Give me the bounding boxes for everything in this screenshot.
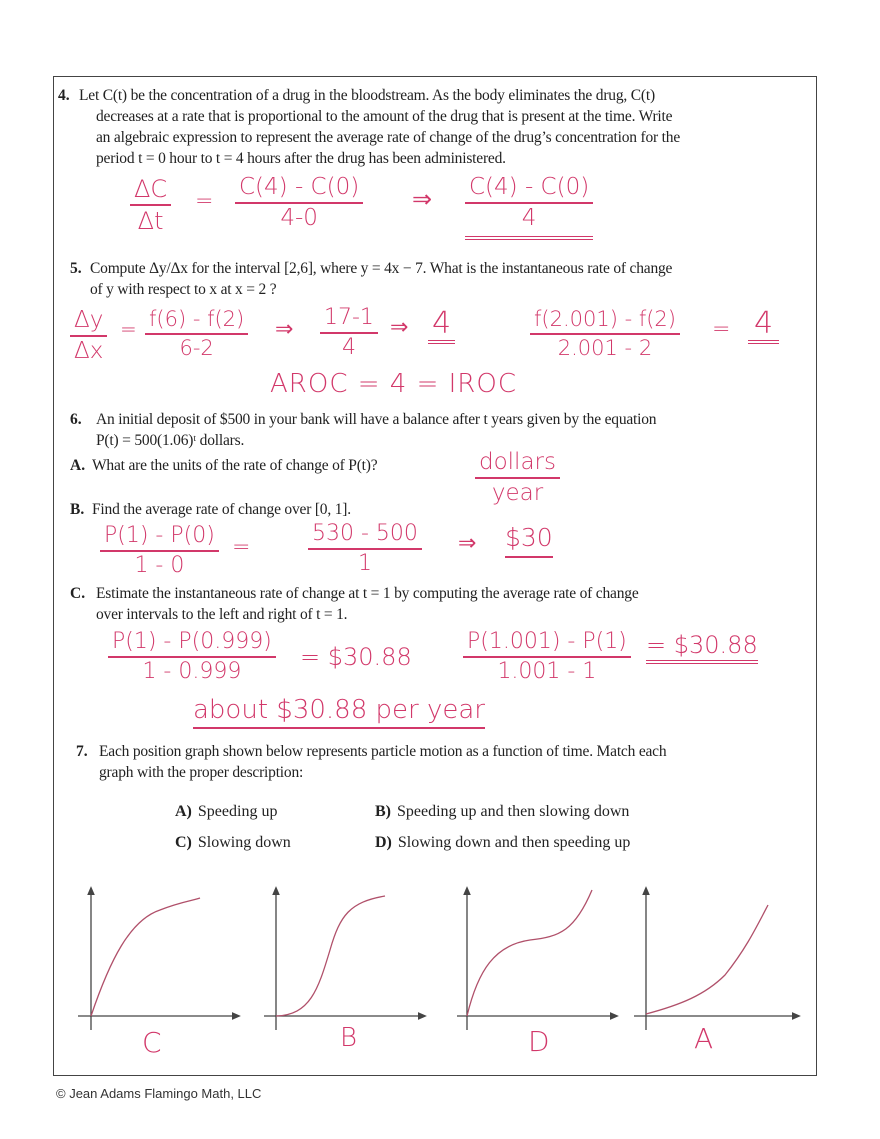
numerator: dollars (475, 450, 560, 479)
graph-slowing-down-then-speeding-up (457, 890, 615, 1030)
implies-arrow: ⇒ (275, 317, 294, 342)
denominator: 4 (341, 335, 356, 361)
q6c-right-answer: = $30.88 (646, 632, 758, 664)
q4-line: Let C(t) be the concentration of a drug in the bloodstream. As the body eliminates the drug, C(t) (79, 87, 655, 104)
graph-slowing-down (78, 890, 237, 1030)
q5-aroc-answer: 4 (428, 307, 455, 344)
q6c-summary: about $30.88 per year (193, 696, 485, 729)
copyright-footer: © Jean Adams Flamingo Math, LLC (56, 1086, 262, 1101)
option-text: Speeding up and then slowing down (397, 803, 630, 820)
option-text: Slowing down (197, 834, 291, 851)
q4-number: 4. (58, 87, 70, 104)
q5-line: Compute Δy/Δx for the interval [2,6], where y = 4x − 7. What is the instantaneous rate of change (90, 260, 673, 277)
numerator: C(4) - C(0) (235, 175, 363, 204)
equals-sign: = (712, 317, 731, 342)
q6a-label: A. (70, 457, 86, 474)
q6a-text: What are the units of the rate of change of P(t)? (92, 457, 378, 474)
option-key: D) (375, 834, 392, 851)
denominator: 4 (521, 205, 537, 232)
denominator: 1 (357, 551, 372, 577)
numerator: Δy (70, 308, 107, 337)
q6c-left-answer: = $30.88 (300, 643, 412, 671)
graph-answer: D (528, 1025, 550, 1058)
graph-answer: C (142, 1026, 162, 1059)
q4-line: decreases at a rate that is proportional to the amount of the drug that is present at the time. Write (96, 108, 673, 125)
denominator: year (491, 480, 544, 507)
graph-speeding-up-then-slowing-down (264, 890, 423, 1030)
numerator: 17-1 (320, 306, 378, 334)
denominator: 6-2 (179, 336, 214, 361)
q6c-label: C. (70, 585, 86, 602)
numerator: f(6) - f(2) (145, 308, 248, 335)
denominator: 2.001 - 2 (557, 336, 653, 361)
equals-sign: = (232, 535, 251, 560)
numerator: P(1) - P(0) (100, 524, 219, 552)
q6b-answer: $30 (505, 524, 553, 558)
denominator: 1 - 0 (134, 553, 185, 579)
q6b-text: Find the average rate of change over [0, 1]. (92, 501, 351, 518)
equals-sign: = (195, 189, 214, 214)
option-key: C) (175, 834, 192, 851)
numerator: C(4) - C(0) (465, 175, 593, 204)
equals-sign: = (120, 317, 137, 341)
q6-number: 6. (70, 411, 82, 428)
numerator: 530 - 500 (308, 522, 422, 550)
graph-speeding-up (634, 890, 797, 1030)
q5-summary: AROC = 4 = IROC (270, 369, 517, 399)
implies-arrow: ⇒ (390, 315, 409, 340)
option-key: A) (175, 803, 192, 820)
q6-line: An initial deposit of $500 in your bank will have a balance after t years given by the equation (96, 411, 657, 428)
implies-arrow: ⇒ (458, 531, 477, 556)
denominator: Δx (74, 338, 104, 365)
option-key: B) (375, 803, 391, 820)
numerator: P(1.001) - P(1) (463, 630, 631, 658)
q5-iroc-answer: 4 (748, 307, 779, 344)
graph-answer: A (694, 1022, 714, 1055)
denominator: 1 - 0.999 (142, 659, 242, 685)
q7-number: 7. (76, 743, 88, 760)
q6c-line: Estimate the instantaneous rate of change at t = 1 by computing the average rate of change (96, 585, 639, 602)
q7-line: graph with the proper description: (99, 764, 304, 781)
implies-arrow: ⇒ (412, 185, 433, 213)
graph-answer: B (340, 1023, 358, 1053)
q4-line: an algebraic expression to represent the average rate of change of the drug’s concentration for the (96, 129, 680, 146)
q5-number: 5. (70, 260, 82, 277)
q6-line: P(t) = 500(1.06)ᵗ dollars. (96, 432, 245, 449)
option-text: Slowing down and then speeding up (397, 834, 631, 851)
denominator: Δt (137, 207, 164, 236)
q5-line: of y with respect to x at x = 2 ? (90, 281, 277, 298)
denominator: 1.001 - 1 (497, 659, 597, 685)
q6b-label: B. (70, 501, 85, 518)
numerator: P(1) - P(0.999) (108, 630, 276, 658)
option-text: Speeding up (197, 803, 278, 820)
numerator: ΔC (130, 176, 171, 206)
q6c-line: over intervals to the left and right of t = 1. (96, 606, 348, 623)
q4-line: period t = 0 hour to t = 4 hours after the drug has been administered. (96, 150, 506, 167)
numerator: f(2.001) - f(2) (530, 308, 680, 335)
denominator: 4-0 (280, 205, 318, 232)
q7-line: Each position graph shown below represents particle motion as a function of time. Match each (99, 743, 667, 760)
